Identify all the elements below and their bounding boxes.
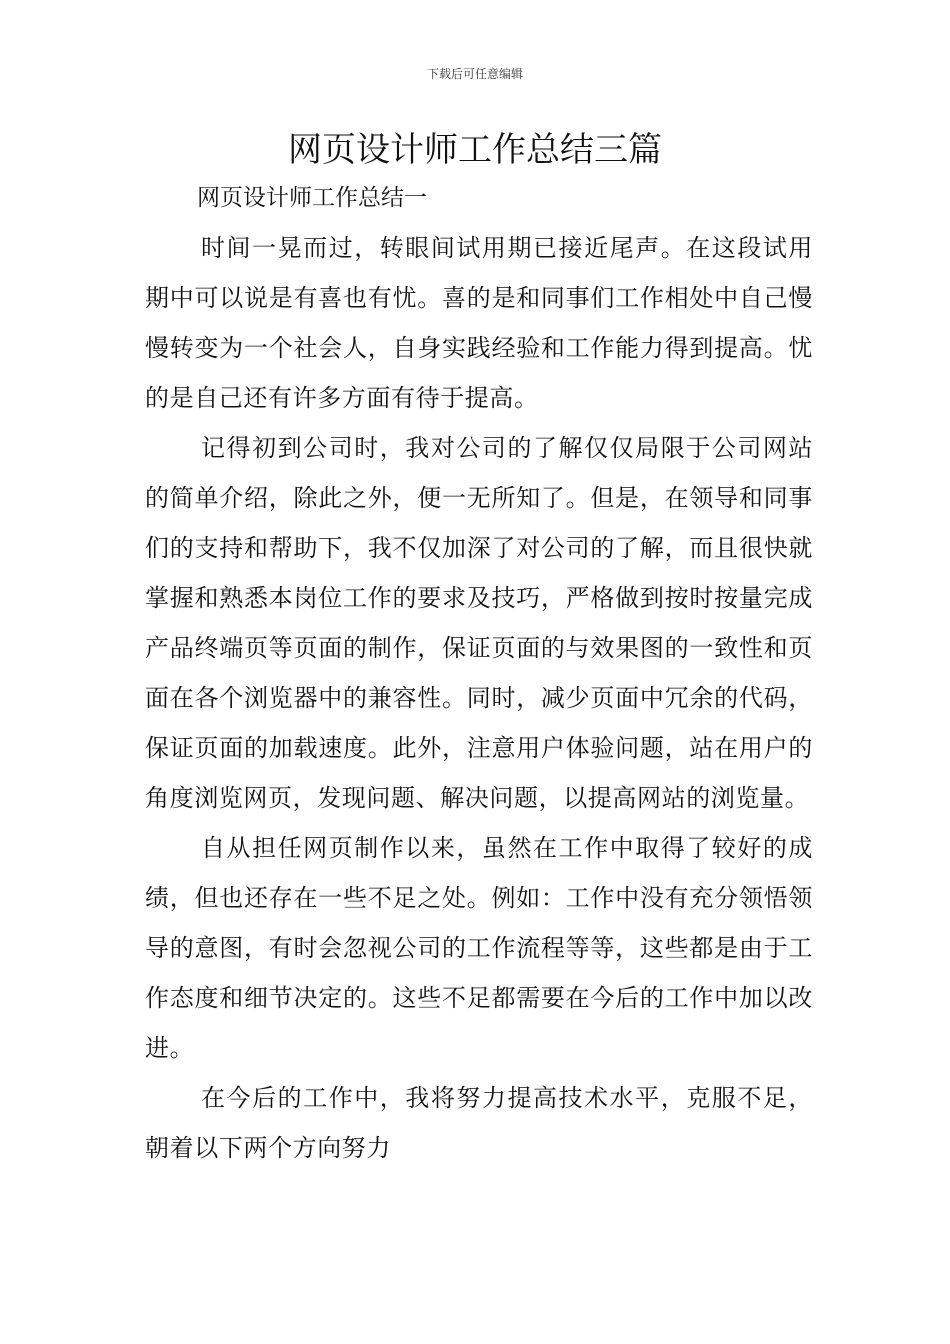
paragraph-3: 自从担任网页制作以来，虽然在工作中取得了较好的成绩，但也还存在一些不足之处。例如：工作中没有充分领悟领导的意图，有时会忽视公司的工作流程等等，这些都是由于工作态度和细节决定的。这些不足都需要在今后的工作中加以改进。 bbox=[145, 834, 813, 1062]
paragraph-4: 在今后的工作中，我将努力提高技术水平，克服不足，朝着以下两个方向努力 bbox=[145, 1084, 813, 1162]
document-body bbox=[145, 173, 813, 1173]
document-title: 网页设计师工作总结三篇 bbox=[288, 130, 662, 170]
section-heading: 网页设计师工作总结一 bbox=[197, 185, 427, 211]
header-note: 下载后可任意编辑 bbox=[426, 67, 523, 81]
paragraph-2: 记得初到公司时，我对公司的了解仅仅局限于公司网站的简单介绍，除此之外，便一无所知了。但是，在领导和同事们的支持和帮助下，我不仅加深了对公司的了解，而且很快就掌握和熟悉本岗位工作的要求及技巧，严格做到按时按量完成产品终端页等页面的制作，保证页面的与效果图的一致性和页面在各个浏览器中的兼容性。同时，减少页面中冗余的代码，保证页面的加载速度。此外，注意用户体验问题，站在用户的角度浏览网页，发现问题、解决问题，以提高网站的浏览量。 bbox=[145, 434, 813, 812]
paragraph-1: 时间一晃而过，转眼间试用期已接近尾声。在这段试用期中可以说是有喜也有忧。喜的是和同事们工作相处中自己慢慢转变为一个社会人，自身实践经验和工作能力得到提高。忧的是自己还有许多方面有待于提高。 bbox=[145, 234, 813, 412]
